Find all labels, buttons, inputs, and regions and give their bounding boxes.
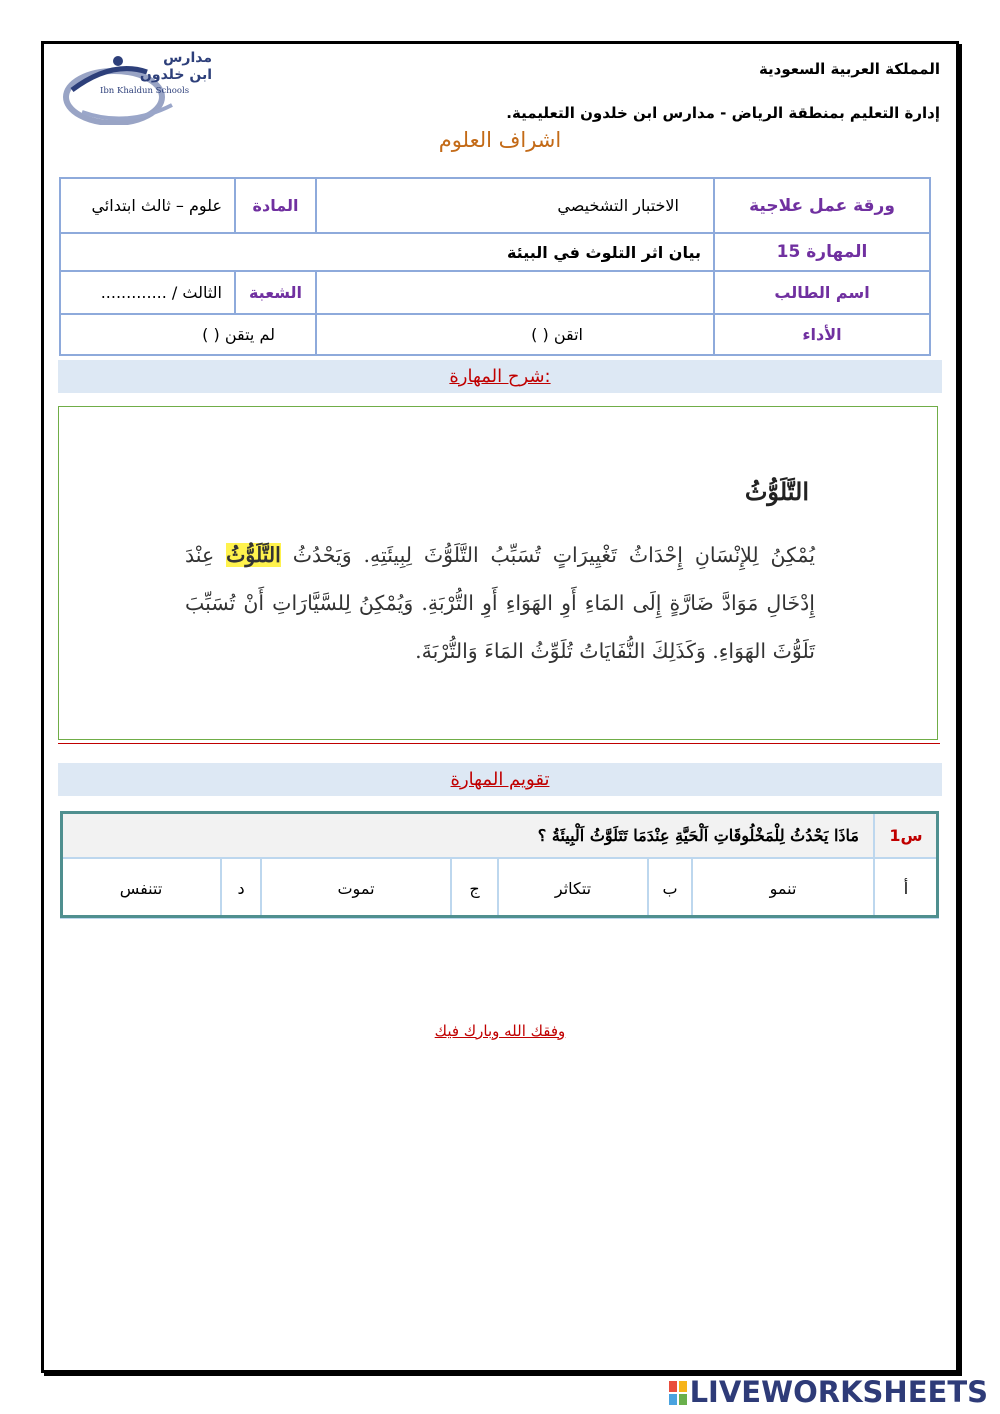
option-d[interactable]: تتنفس bbox=[61, 858, 221, 918]
supervision-title: اشراف العلوم bbox=[438, 128, 562, 152]
student-name-field[interactable] bbox=[316, 271, 714, 314]
student-label: اسم الطالب bbox=[714, 271, 930, 314]
worksheet-label: ورقة عمل علاجية bbox=[714, 178, 930, 233]
option-b[interactable]: تتكاثر bbox=[498, 858, 648, 918]
logo-line-2: ابن خلدون bbox=[139, 67, 212, 83]
test-type: الاختبار التشخيصي bbox=[316, 178, 714, 233]
options-row bbox=[61, 858, 938, 918]
info-row-worksheet bbox=[60, 178, 930, 233]
section-label: الشعبة bbox=[235, 271, 316, 314]
performance-label: الأداء bbox=[714, 314, 930, 355]
logo-line-1: مدارس bbox=[163, 50, 212, 66]
brand-text: LIVEWORKSHEETS bbox=[689, 1375, 988, 1409]
question-row bbox=[61, 812, 938, 858]
option-letter-d: د bbox=[221, 858, 261, 918]
option-c[interactable]: تموت bbox=[261, 858, 451, 918]
skill-value: بيان اثر التلوث في البيئة bbox=[60, 233, 714, 271]
option-a[interactable]: تنمو bbox=[692, 858, 874, 918]
explanation-text bbox=[185, 531, 815, 675]
logo-arabic-text bbox=[140, 50, 212, 84]
option-letter-a: أ bbox=[874, 858, 938, 918]
question-text: مَاذَا يَحْدُثُ لِلْمَخْلُوقَاتِ اَلْحَيَّةِ عِنْدَمَا تَتَلَوَّثُ اَلْبِيئَةُ ؟ bbox=[61, 812, 874, 858]
option-letter-c: ج bbox=[451, 858, 498, 918]
info-row-performance bbox=[60, 314, 930, 355]
school-logo bbox=[52, 50, 212, 125]
explanation-title: التَّلَوُّثُ bbox=[744, 477, 809, 506]
closing-message: وفقك الله وبارك فيك bbox=[434, 1022, 566, 1040]
info-row-student bbox=[60, 271, 930, 314]
not-mastered-option[interactable]: لم يتقن ( ) bbox=[60, 314, 316, 355]
info-row-skill bbox=[60, 233, 930, 271]
explanation-box bbox=[58, 406, 938, 740]
section-value[interactable]: الثالث / ............. bbox=[60, 271, 235, 314]
question-table bbox=[60, 811, 939, 919]
explanation-text-end: عِنْدَ إِدْخَالِ مَوَادَّ ضَارَّةٍ إِلَى المَاءِ أَوِ الهَوَاءِ أَوِ التُّرْبَةِ. وَيُمْكِنُ لِلسَّيَّارَاتِ أَنْ تُسَبِّبَ تَلَوُّثَ الهَوَاءِ. وَكَذَلِكَ النُّفَايَاتُ تُلَوِّثُ المَاءَ وَالتُّرْبَةَ. bbox=[185, 543, 815, 663]
liveworksheets-logo-icon bbox=[669, 1381, 687, 1405]
option-letter-b: ب bbox=[648, 858, 692, 918]
liveworksheets-brand bbox=[669, 1375, 988, 1409]
kingdom-title: المملكة العربية السعودية bbox=[758, 60, 940, 78]
skill-label: المهارة 15 bbox=[714, 233, 930, 271]
subject-label: المادة bbox=[235, 178, 316, 233]
question-number: س1 bbox=[874, 812, 938, 858]
administration-title: إدارة التعليم بمنطقة الرياض - مدارس ابن خلدون التعليمية. bbox=[506, 104, 940, 122]
worksheet-info-table bbox=[59, 177, 931, 356]
logo-english-text: Ibn Khaldun Schools bbox=[100, 86, 190, 96]
mastered-option[interactable]: اتقن ( ) bbox=[316, 314, 714, 355]
explanation-band-title: شرح المهارة: bbox=[58, 360, 942, 393]
evaluation-band-title: تقويم المهارة bbox=[58, 763, 942, 796]
subject-value: علوم – ثالث ابتدائي bbox=[60, 178, 235, 233]
highlighted-word: التَّلَوُّثُ bbox=[226, 543, 281, 567]
explanation-text-start: يُمْكِنُ لِلإِنْسَانِ إِحْدَاثُ تَغْيِيرَاتٍ تُسَبِّبُ التَّلَوُّثَ لِبِيئَتِهِ. وَيَحْدُثُ bbox=[292, 543, 815, 567]
section-divider bbox=[58, 743, 940, 744]
